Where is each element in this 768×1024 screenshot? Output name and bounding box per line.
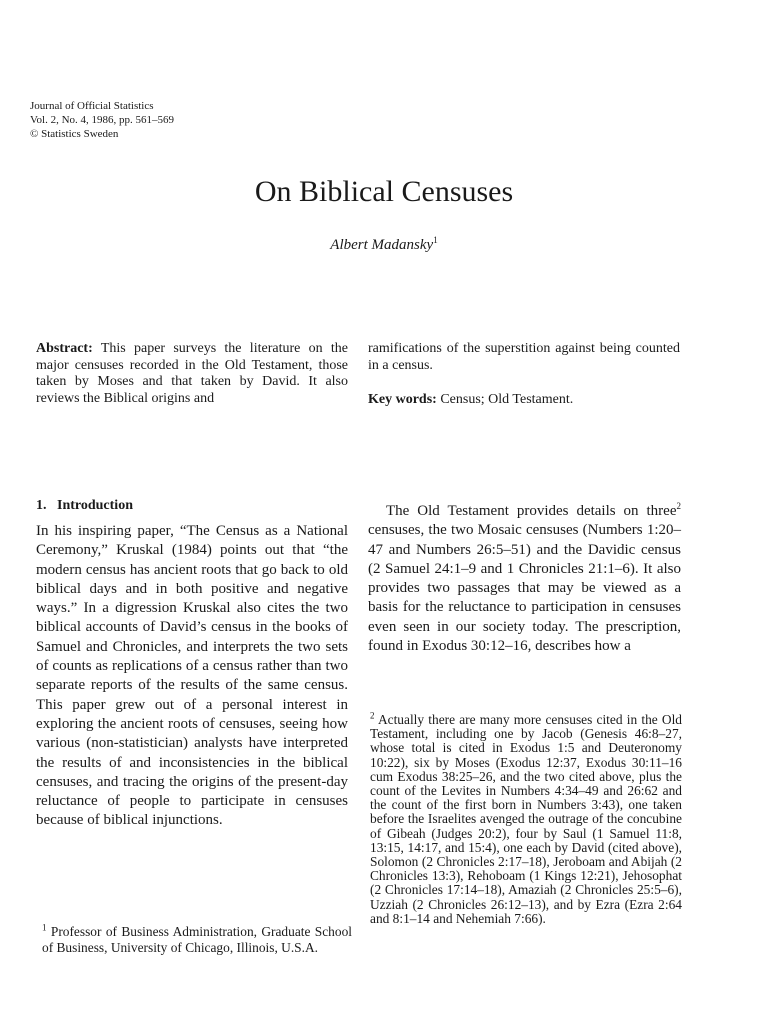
author-footnote-mark: 1 bbox=[433, 235, 438, 245]
abstract-text-right: ramifications of the superstition against being counted in a census. bbox=[368, 341, 680, 373]
author-name: Albert Madansky bbox=[330, 237, 434, 253]
body-text-right bbox=[368, 502, 681, 656]
footnote-2 bbox=[370, 710, 682, 926]
paper-title: On Biblical Censuses bbox=[254, 175, 514, 208]
abstract-text-left: This paper surveys the literature on the major censuses recorded in the Old Testament, those taken by Moses and that taken by David. It also reviews the Biblical origins and bbox=[36, 341, 349, 406]
section-title: Introduction bbox=[57, 498, 133, 513]
footnote-1 bbox=[42, 924, 352, 956]
abstract-left-column bbox=[36, 341, 348, 407]
body-right-rest: censuses, the two Mosaic censuses (Numbers 1:20–47 and Numbers 26:5–51) and the Davidic census (2 Samuel 24:1–9 and 1 Chronicles 21:1–6). It also provides two passages that may be viewed as a basis for the reluctance to participation in censuses even seen in our society today. The prescription, found in Exodus 30:12–16, describes how a bbox=[368, 522, 681, 655]
journal-info bbox=[30, 99, 174, 141]
keywords-label: Key words: bbox=[368, 392, 437, 407]
section-heading bbox=[36, 497, 133, 515]
journal-volume: Vol. 2, No. 4, 1986, pp. 561–569 bbox=[30, 114, 175, 126]
footnote-2-text: Actually there are many more censuses cited in the Old Testament, including one by Jacob (Genesis 46:8–27, whose total is cited in Exodus 1:5 and Deuteronomy 10:22), six by Moses (Exodus 12:37, Exodus 30:11–16 cum Exodus 38:25–26, and the two cited above, plus the count of the Levites in Numbers 4:34–49 and 26:62 and the count of the first born in Numbers 3:43), one taken before the Israelites avenged the outrage of the concubine of Gibeah (Judges 20:2), four by Saul (1 Samuel 11:8, 13:15, 14:17, and 15:4), one each by David (cited above), Solomon (2 Chronicles 2:17–18), Jeroboam and Abijah (2 Chronicles 13:3), Rehoboam (1 Kings 12:21), Jehosophat (2 Chronicles 17:14–18), Amaziah (2 Chronicles 25:5–6), Uzziah (2 Chronicles 26:12–13), and by Ezra (Ezra 2:64 and 8:1–14 and Nehemiah 7:66). bbox=[370, 712, 682, 926]
footnote-1-mark: 1 bbox=[42, 922, 47, 933]
journal-copyright: © Statistics Sweden bbox=[30, 128, 119, 140]
abstract-label: Abstract: bbox=[36, 341, 93, 356]
abstract-right-column bbox=[368, 341, 680, 409]
footnote-2-mark-inline: 2 bbox=[676, 501, 681, 511]
author-line bbox=[0, 230, 768, 255]
footnote-2-mark: 2 bbox=[370, 710, 375, 721]
journal-name: Journal of Official Statistics bbox=[30, 100, 154, 112]
body-right-start: The Old Testament provides details on three bbox=[386, 503, 677, 519]
section-number: 1. bbox=[36, 498, 47, 513]
body-text-left: In his inspiring paper, “The Census as a National Ceremony,” Kruskal (1984) points out that “the modern census has ancient roots that go back to old biblical days and in both positive and negative ways.” In a digression Kruskal also cites the two biblical accounts of David’s census in the books of Samuel and Chronicles, and interprets the two sets of counts as replications of a census rather than two separate reports of the results of the same census. This paper grew out of a personal interest in exploring the ancient roots of censuses, seeing how various (non-statistician) analysts have interpreted the results of and inconsistencies in the biblical censuses, and tracing the origins of the present-day reluctance of people to participate in censuses because of biblical injunctions. bbox=[36, 523, 348, 829]
keywords-text: Census; Old Testament. bbox=[440, 392, 574, 407]
keywords bbox=[368, 392, 680, 409]
footnote-1-text: Professor of Business Administration, Graduate School of Business, University of Chicago, Illinois, U.S.A. bbox=[42, 924, 352, 955]
